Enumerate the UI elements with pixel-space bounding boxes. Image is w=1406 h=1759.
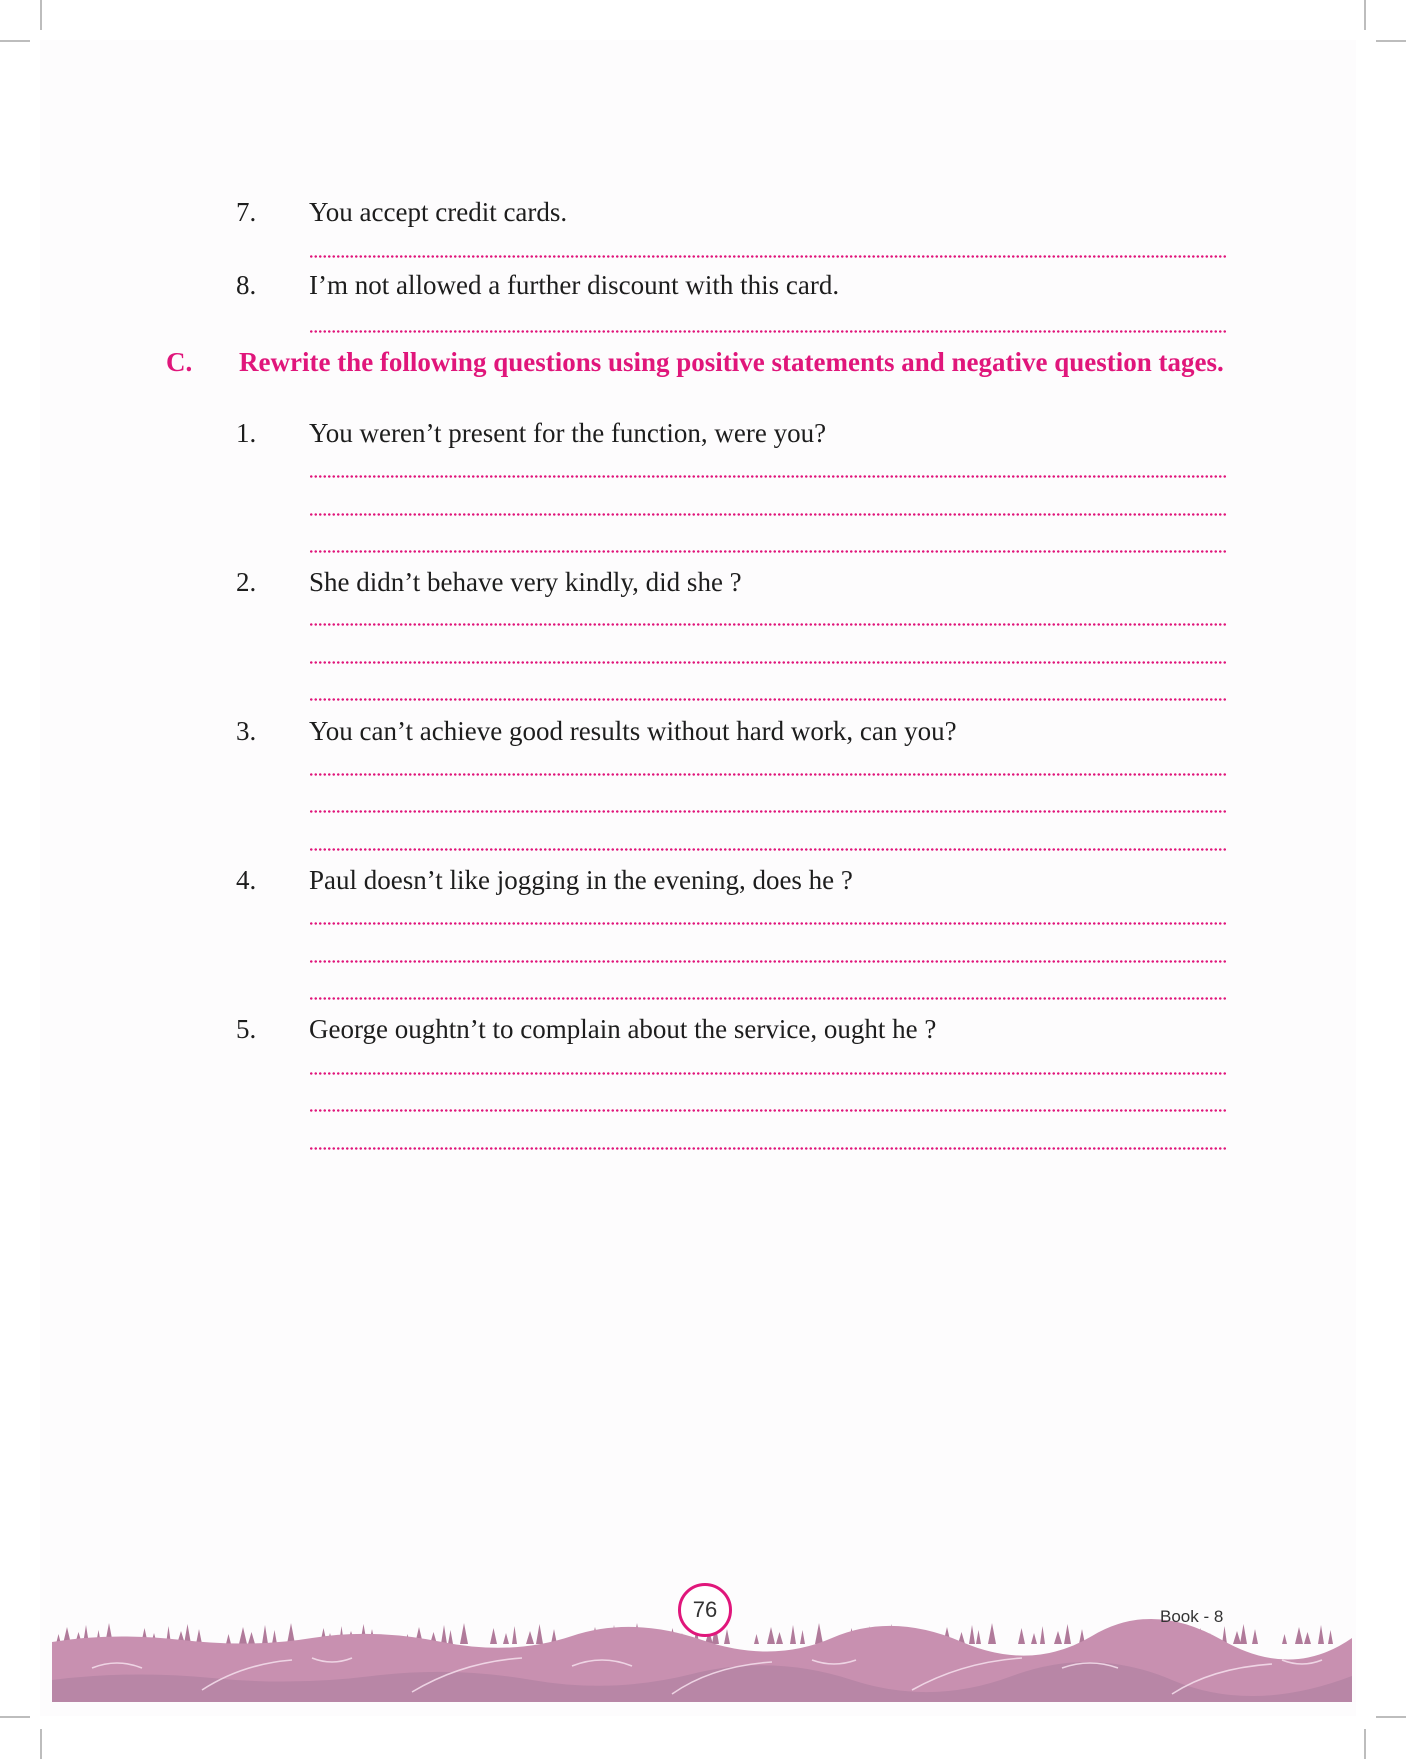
tree-icon (790, 1625, 796, 1644)
crop-mark (1364, 0, 1366, 30)
tree-icon (448, 1630, 453, 1644)
tree-icon (1018, 1628, 1025, 1644)
answer-line[interactable] (309, 848, 1227, 851)
tree-icon (1304, 1632, 1311, 1644)
crop-mark (0, 40, 30, 42)
crop-mark (1364, 1729, 1366, 1759)
item-number: 2. (236, 567, 257, 597)
answer-line[interactable] (309, 330, 1227, 333)
answer-line[interactable] (309, 997, 1227, 1000)
tree-icon (526, 1631, 534, 1644)
page-number-badge: 76 (678, 1583, 732, 1637)
item-text: You weren’t present for the function, were you? (309, 418, 827, 448)
tree-icon (262, 1625, 268, 1644)
tree-icon (988, 1623, 996, 1644)
tree-icon (1233, 1631, 1241, 1644)
tree-icon (724, 1629, 730, 1644)
answer-line[interactable] (309, 922, 1227, 925)
book-label: Book - 8 (1160, 1607, 1224, 1626)
answer-line[interactable] (309, 1109, 1227, 1112)
item-text: George oughtn’t to complain about the service, ought he ? (309, 1014, 937, 1044)
tree-icon (239, 1627, 247, 1644)
answer-line[interactable] (309, 1147, 1227, 1150)
tree-icon (1295, 1627, 1303, 1644)
answer-line[interactable] (309, 550, 1227, 553)
tree-icon (1328, 1630, 1333, 1644)
tree-icon (490, 1628, 497, 1644)
item-text: Paul doesn’t like jogging in the evening, does he ? (309, 865, 853, 895)
tree-icon (1252, 1629, 1258, 1644)
crop-mark (0, 1716, 30, 1718)
tree-icon (1031, 1633, 1037, 1644)
crop-mark (1376, 1716, 1406, 1718)
tree-icon (776, 1632, 783, 1644)
tree-icon (536, 1624, 543, 1644)
answer-line[interactable] (309, 810, 1227, 813)
section-letter: C. (166, 347, 193, 377)
crop-mark (1376, 40, 1406, 42)
item-number: 8. (236, 270, 257, 300)
item-number: 1. (236, 418, 257, 448)
answer-line[interactable] (309, 960, 1227, 963)
answer-line[interactable] (309, 623, 1227, 626)
item-text: I’m not allowed a further discount with this card. (309, 270, 840, 300)
answer-line[interactable] (309, 255, 1227, 258)
tree-icon (1040, 1626, 1045, 1644)
item-text: You accept credit cards. (309, 197, 568, 227)
tree-icon (800, 1630, 805, 1644)
tree-icon (503, 1633, 509, 1644)
tree-icon (441, 1625, 447, 1644)
item-text: You can’t achieve good results without hard work, can you? (309, 716, 957, 746)
tree-icon (1054, 1631, 1062, 1644)
tree-icon (1282, 1634, 1287, 1644)
item-number: 7. (236, 197, 257, 227)
tree-icon (976, 1630, 981, 1644)
answer-line[interactable] (309, 773, 1227, 776)
tree-icon (1240, 1624, 1247, 1644)
answer-line[interactable] (309, 1072, 1227, 1075)
tree-icon (226, 1634, 231, 1644)
tree-icon (460, 1623, 468, 1644)
item-number: 3. (236, 716, 257, 746)
answer-line[interactable] (309, 475, 1227, 478)
answer-line[interactable] (309, 661, 1227, 664)
tree-icon (272, 1630, 277, 1644)
tree-icon (767, 1627, 775, 1644)
tree-icon (1064, 1624, 1071, 1644)
crop-mark (40, 0, 42, 30)
tree-icon (248, 1632, 255, 1644)
item-number: 4. (236, 865, 257, 895)
tree-icon (815, 1623, 823, 1644)
tree-icon (754, 1634, 759, 1644)
answer-line[interactable] (309, 698, 1227, 701)
tree-icon (512, 1626, 517, 1644)
item-number: 5. (236, 1014, 257, 1044)
section-instruction: Rewrite the following questions using positive statements and negative question tages. (239, 347, 1224, 377)
crop-mark (40, 1729, 42, 1759)
tree-icon (969, 1625, 975, 1644)
tree-icon (1318, 1625, 1324, 1644)
item-text: She didn’t behave very kindly, did she ? (309, 567, 742, 597)
answer-line[interactable] (309, 513, 1227, 516)
